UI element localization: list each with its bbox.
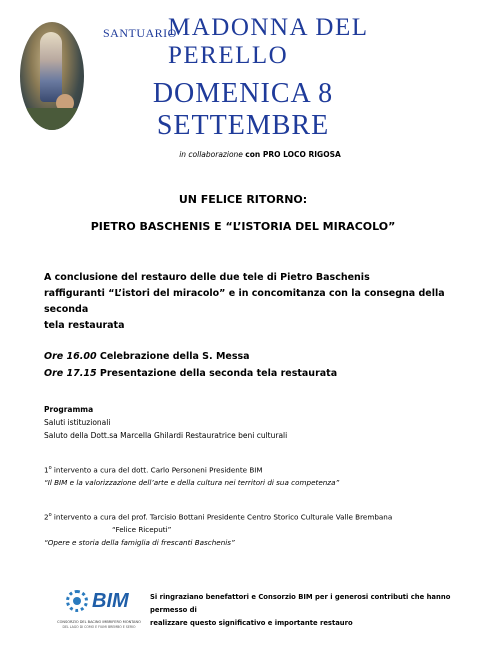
collab-partner: con PRO LOCO RIGOSA bbox=[245, 150, 341, 159]
event-title-1: UN FELICE RITORNO: bbox=[178, 193, 308, 206]
intervento-2-num: 2 bbox=[44, 512, 49, 522]
intervento-1-num: 1 bbox=[44, 465, 49, 475]
event-date: DOMENICA 8 SETTEMBRE bbox=[152, 78, 334, 141]
programma-item: Saluti istituzionali bbox=[44, 418, 111, 427]
intro-paragraph bbox=[44, 270, 464, 334]
intervento-1-text: intervento a cura del dott. Carlo Personeni Presidente BIM bbox=[51, 465, 263, 475]
intro-line: tela restaurata bbox=[44, 320, 125, 331]
bim-logo-line1: CONSORZIO DEL BACINO IMBRIFERO MONTANO bbox=[57, 620, 141, 624]
intervento-1-quote: “Il BIM e la valorizzazione dell’arte e della cultura nei territori di sua competenza” bbox=[44, 478, 340, 488]
santuario-label: SANTUARIO bbox=[103, 26, 177, 40]
schedule bbox=[44, 348, 464, 382]
intervento-1-line bbox=[44, 462, 474, 476]
programma-heading: Programma bbox=[44, 405, 94, 414]
intro-line: raffiguranti “L’istori del miracolo” e in concomitanza con la consegna della seconda bbox=[44, 288, 445, 315]
intervento-2 bbox=[44, 509, 484, 549]
bim-logo bbox=[44, 584, 154, 634]
ground bbox=[20, 108, 84, 130]
thanks-note bbox=[150, 591, 470, 630]
intervento-2-text: intervento a cura del prof. Tarcisio Bottani Presidente Centro Storico Culturale Valle Brembana bbox=[51, 512, 393, 522]
bim-logo-line2: DEL LAGO DI COMO E FIUMI BREMBO E SERIO bbox=[62, 625, 136, 629]
schedule-time: Ore 17.15 bbox=[44, 368, 97, 379]
schedule-item bbox=[44, 365, 464, 382]
wheel-icon bbox=[66, 590, 88, 612]
intervento-1-sup: o bbox=[48, 465, 52, 471]
madonna-image bbox=[20, 22, 84, 130]
thanks-line: realizzare questo significativo e importante restauro bbox=[150, 619, 353, 627]
programma-section bbox=[44, 403, 464, 442]
event-title-2: PIETRO BASCHENIS E “L’ISTORIA DEL MIRACOLO” bbox=[90, 220, 396, 233]
intervento-2-quote: “Opere e storia della famiglia di frescanti Baschenis” bbox=[44, 538, 235, 548]
schedule-item bbox=[44, 348, 464, 365]
intervento-2-sup: o bbox=[48, 512, 52, 518]
thanks-line: Si ringraziano benefattori e Consorzio BIM per i generosi contributi che hanno permesso di bbox=[150, 593, 451, 614]
bim-logo-text: BIM bbox=[92, 590, 129, 612]
schedule-text: Celebrazione della S. Messa bbox=[99, 351, 250, 362]
programma-item: Saluto della Dott.sa Marcella Ghilardi Restauratrice beni culturali bbox=[44, 431, 288, 440]
madonna-figure bbox=[40, 32, 62, 102]
schedule-time: Ore 16.00 bbox=[44, 351, 97, 362]
madonna-title: MADONNA DEL PERELLO bbox=[168, 14, 368, 69]
intervento-2-line bbox=[44, 509, 484, 523]
intro-line: A conclusione del restauro delle due tele di Pietro Baschenis bbox=[44, 272, 370, 283]
intervento-2-subtitle: “Felice Riceputi” bbox=[112, 525, 172, 535]
collab-prefix: in collaborazione bbox=[179, 150, 243, 159]
intervento-1 bbox=[44, 462, 474, 489]
schedule-text: Presentazione della seconda tela restaurata bbox=[99, 368, 338, 379]
collaboration-line bbox=[130, 150, 390, 159]
